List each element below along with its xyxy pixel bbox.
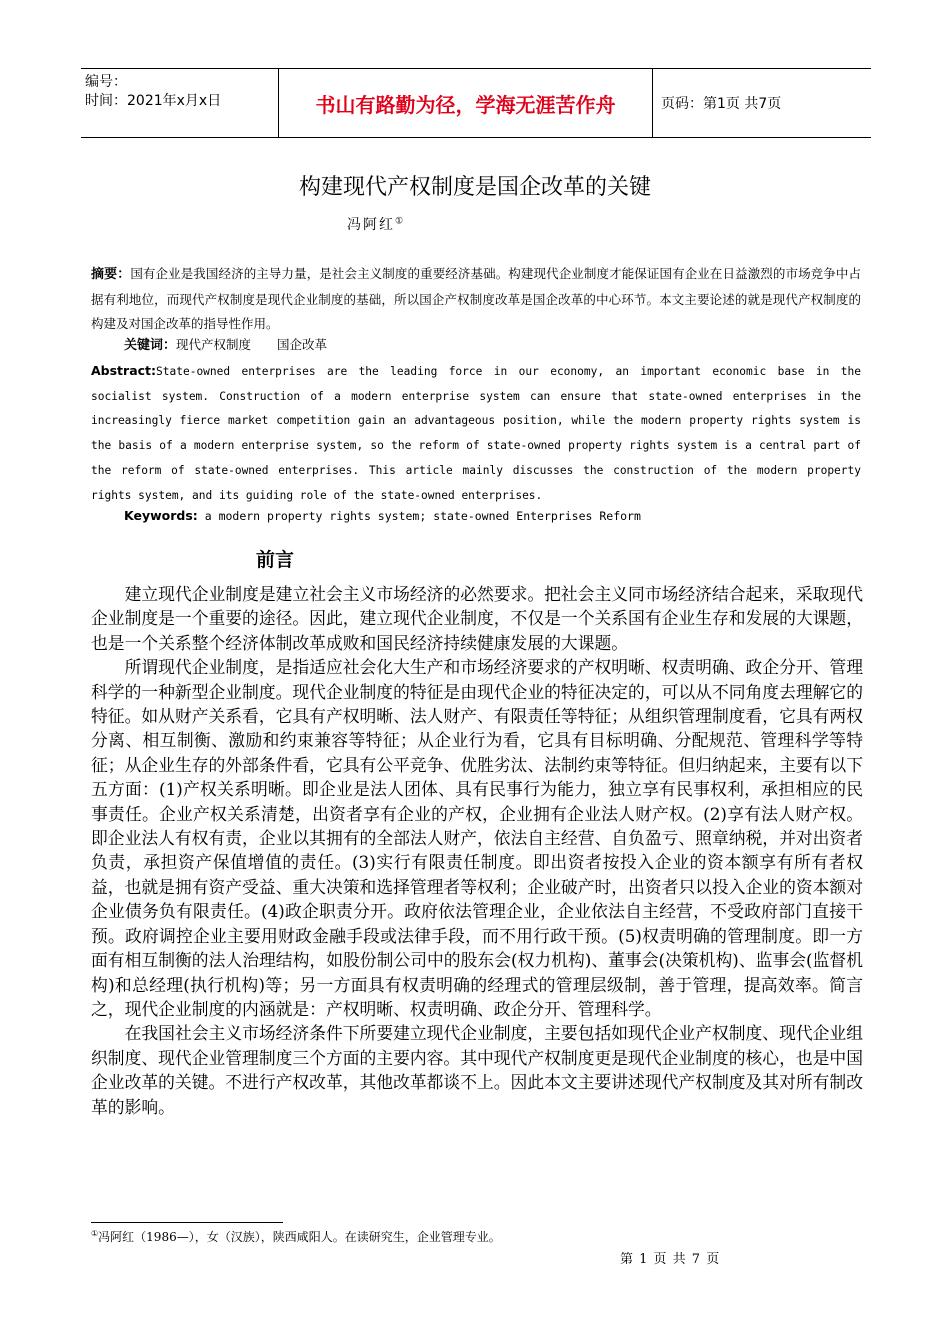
keyword-1: 现代产权制度 <box>176 337 252 352</box>
footnote-text: 冯阿红（1986—），女（汉族），陕西咸阳人。在读研究生，企业管理专业。 <box>98 1230 501 1244</box>
body-text <box>91 582 863 1119</box>
paper-title: 构建现代产权制度是国企改革的关键 <box>298 175 651 200</box>
abstract-en <box>91 359 861 508</box>
abstract-zh-label: 摘要： <box>91 267 131 282</box>
footnote <box>91 1228 501 1245</box>
footnote-mark: ① <box>91 1229 99 1238</box>
author-name: 冯阿红 <box>347 217 395 233</box>
keywords-zh-label: 关键词： <box>124 338 177 353</box>
keyword-2: 国企改革 <box>277 337 328 352</box>
author-footnote-mark: ① <box>395 216 406 227</box>
document-number: 编号： <box>85 74 127 90</box>
footnote-divider <box>91 1222 283 1223</box>
section-heading: 前言 <box>256 549 295 571</box>
page-number-footer: 第 1 页 共 7 页 <box>620 1252 721 1267</box>
paragraph-1: 建立现代企业制度是建立社会主义市场经济的必然要求。把社会主义同市场经济结合起来，采取现代企业制度是一个重要的途径。因此，建立现代企业制度，不仅是一个关系国有企业生存和发展的大课题，也是一个关系整个经济体制改革成败和国民经济持续健康发展的大课题。 <box>91 584 863 653</box>
keywords-zh <box>124 334 327 353</box>
keywords-en-label: Keywords: <box>124 508 198 523</box>
paragraph-2: 所谓现代企业制度，是指适应社会化大生产和市场经济要求的产权明晰、权责明确、政企分开、管理科学的一种新型企业制度。现代企业制度的特征是由现代企业的特征决定的，可以从不同角度去理解它的特征。如从财产关系看，它具有产权明晰、法人财产、有限责任等特征；从组织管理制度看，它具有两权分离、相互制衡、激励和约束兼容等特征；从企业行为看，它具有目标明确、分配规范、管理科学等特征；从企业生存的外部条件看，它具有公平竞争、优胜劣汰、法制约束等特征。但归纳起来，主要有以下五方面：(1)产权关系明晰。即企业是法人团体、具有民事行为能力，独立享有民事权利，承担相应的民事责任。企业产权关系清楚，出资者享有企业的产权，企业拥有企业法人财产权。(2)享有法人财产权。即企业法人有权有责，企业以其拥有的全部法人财产，依法自主经营、自负盈亏、照章纳税，并对出资者负责，承担资产保值增值的责任。(3)实行有限责任制度。即出资者按投入企业的资本额享有所有者权益，也就是拥有资产受益、重大决策和选择管理者等权利；企业破产时，出资者只以投入企业的资本额对企业债务负有限责任。(4)政企职责分开。政府依法管理企业，企业依法自主经营，不受政府部门直接干预。政府调控企业主要用财政金融手段或法律手段，而不用行政干预。(5)权责明确的管理制度。即一方面有相互制衡的法人治理结构，如股份制公司中的股东会(权力机构)、董事会(决策机构)、监事会(监督机构)和总经理(执行机构)等；另一方面具有权责明确的经理式的管理层级制，善于管理，提高效率。简言之，现代企业制度的内涵就是：产权明晰、权责明确、政企分开、管理科学。 <box>91 657 863 1019</box>
abstract-zh-text: 国有企业是我国经济的主导力量，是社会主义制度的重要经济基础。构建现代企业制度才能保证国有企业在日益激烈的市场竞争中占据有利地位，而现代产权制度是现代企业制度的基础，所以国企产权制度改革是国企改革的中心环节。本文主要论述的就是现代产权制度的构建及对国企改革的指导性作用。 <box>91 266 861 331</box>
paragraph-3: 在我国社会主义市场经济条件下所要建立现代企业制度，主要包括如现代企业产权制度、现代企业组织制度、现代企业管理制度三个方面的主要内容。其中现代产权制度更是现代企业制度的核心，也是中国企业改革的关键。不进行产权改革，其他改革都谈不上。因此本文主要讲述现代产权制度及其对所有制改革的影响。 <box>91 1023 863 1117</box>
header-motto: 书山有路勤为径，学海无涯苦作舟 <box>279 69 653 137</box>
header-page-info: 页码：第1页 共7页 <box>661 96 782 112</box>
abstract-en-text: State-owned enterprises are the leading force in our economy, an important economic base in the socialist system. Construction of a modern enterprise system can ensure that state-owned enterprises in the increasingly fierce market competition gain an advantageous position, while the modern property rights system is the basis of a modern enterprise system, so the reform of state-owned property rights system is a central part of the reform of state-owned enterprises. This article mainly discusses the construction of the modern property rights system, and its guiding role of the state-owned enterprises. <box>91 365 861 502</box>
abstract-zh <box>91 262 861 337</box>
abstract-en-label: Abstract: <box>91 363 157 378</box>
keywords-en <box>124 508 641 523</box>
page-header <box>81 68 871 138</box>
keywords-en-text: a modern property rights system; state-owned Enterprises Reform <box>204 509 641 523</box>
author <box>347 214 405 234</box>
header-meta <box>81 69 279 137</box>
document-time: 时间：2021年x月x日 <box>85 93 222 109</box>
